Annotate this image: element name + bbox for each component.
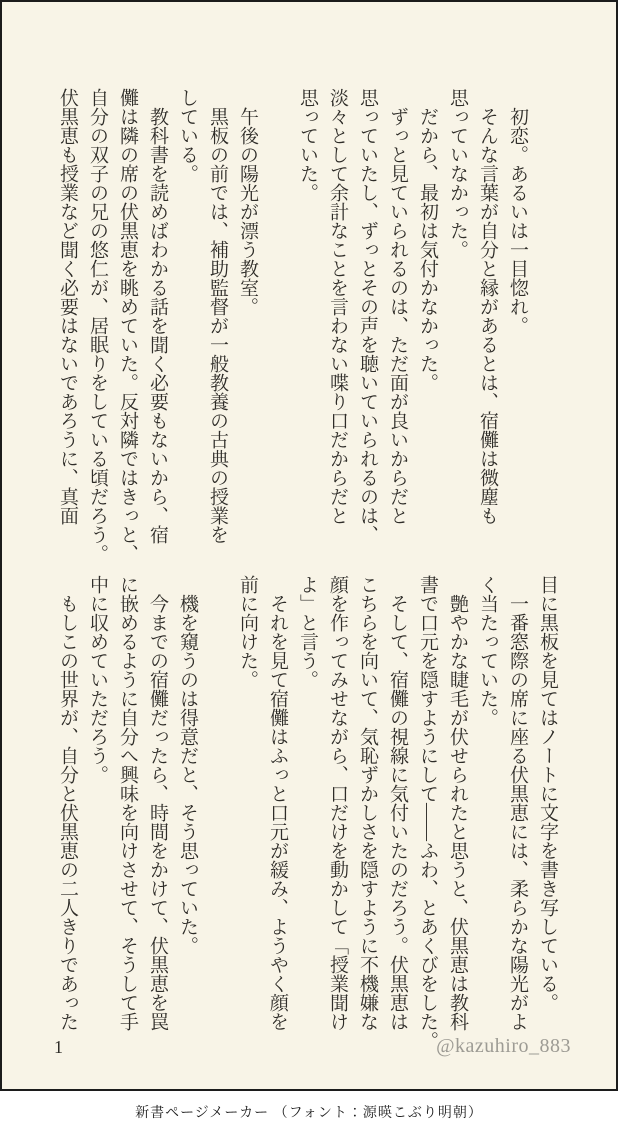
text-line: く当たっていた。 [477,575,498,727]
text-line: 顔を作ってみせながら、口だけを動かして「授業聞け [327,575,348,1031]
text-line: 儺は隣の席の伏黒恵を眺めていた。反対隣ではきっと、 [117,88,138,563]
text-line: もしこの世界が、自分と伏黒恵の二人きりであった [57,575,78,1031]
text-line: 思っていた。 [297,88,318,202]
text-line: している。 [177,88,198,183]
text-line: 自分の双子の兄の悠仁が、居眠りをしている頃だろう。 [87,88,108,563]
text-line: 伏黒恵も授業など聞く必要はないであろうに、真面 [57,88,78,525]
text-line: 思っていなかった。 [447,88,468,259]
text-line: ずっと見ていられるのは、ただ面が良いからだと [387,88,408,525]
text-line [202,575,232,1057]
text-line: 一番窓際の席に座る伏黒恵には、柔らかな陽光がよ [507,575,528,1031]
text-line: 書で口元を隠すようにして――ふわ、とあくびをした。 [417,575,438,1050]
text-line: こちらを向いて、気恥ずかしさを隠すように不機嫌な [357,575,378,1031]
text-line: に嵌めるように自分へ興味を向けさせて、そうして手 [117,575,138,1031]
text-line: 目に黒板を見てはノートに文字を書き写している。 [537,575,558,1012]
text-line: だから、最初は気付かなかった。 [417,88,438,392]
generator-caption: 新書ページメーカー （フォント：源暎こぶり明朝） [0,1091,618,1132]
text-line: 黒板の前では、補助監督が一般教養の古典の授業を [207,88,228,544]
text-block-upper [52,88,532,570]
text-line: そして、宿儺の視線に気付いたのだろう。伏黒恵は [387,575,408,1031]
text-line: 機を窺うのは得意だと、そう思っていた。 [177,575,198,955]
text-block-lower [52,575,562,1057]
page-number: 1 [54,1037,63,1057]
text-line: 前に向けた。 [237,575,258,689]
text-line [262,88,292,570]
text-line: 午後の陽光が漂う教室。 [237,88,258,316]
text-line: 今までの宿儺だったら、時間をかけて、伏黒恵を罠 [147,575,168,1031]
text-line: 教科書を読めばわかる話を聞く必要もないから、宿 [147,88,168,544]
text-line: 思っていたし、ずっとその声を聴いていられるのは、 [357,88,378,544]
text-line: 淡々として余計なことを言わない喋り口だからだと [327,88,348,525]
text-line: 初恋。あるいは一目惚れ。 [507,88,528,335]
text-line: それを見て宿儺はふっと口元が緩み、ようやく顔を [267,575,288,1031]
text-line: 中に収めていただろう。 [87,575,108,784]
text-line: 艶やかな睫毛が伏せられたと思うと、伏黒恵は教科 [447,575,468,1031]
author-handle: @kazuhiro_883 [436,1035,571,1057]
text-line: そんな言葉が自分と縁があるとは、宿儺は微塵も [477,88,498,525]
text-line: よ」と言う。 [297,575,318,689]
